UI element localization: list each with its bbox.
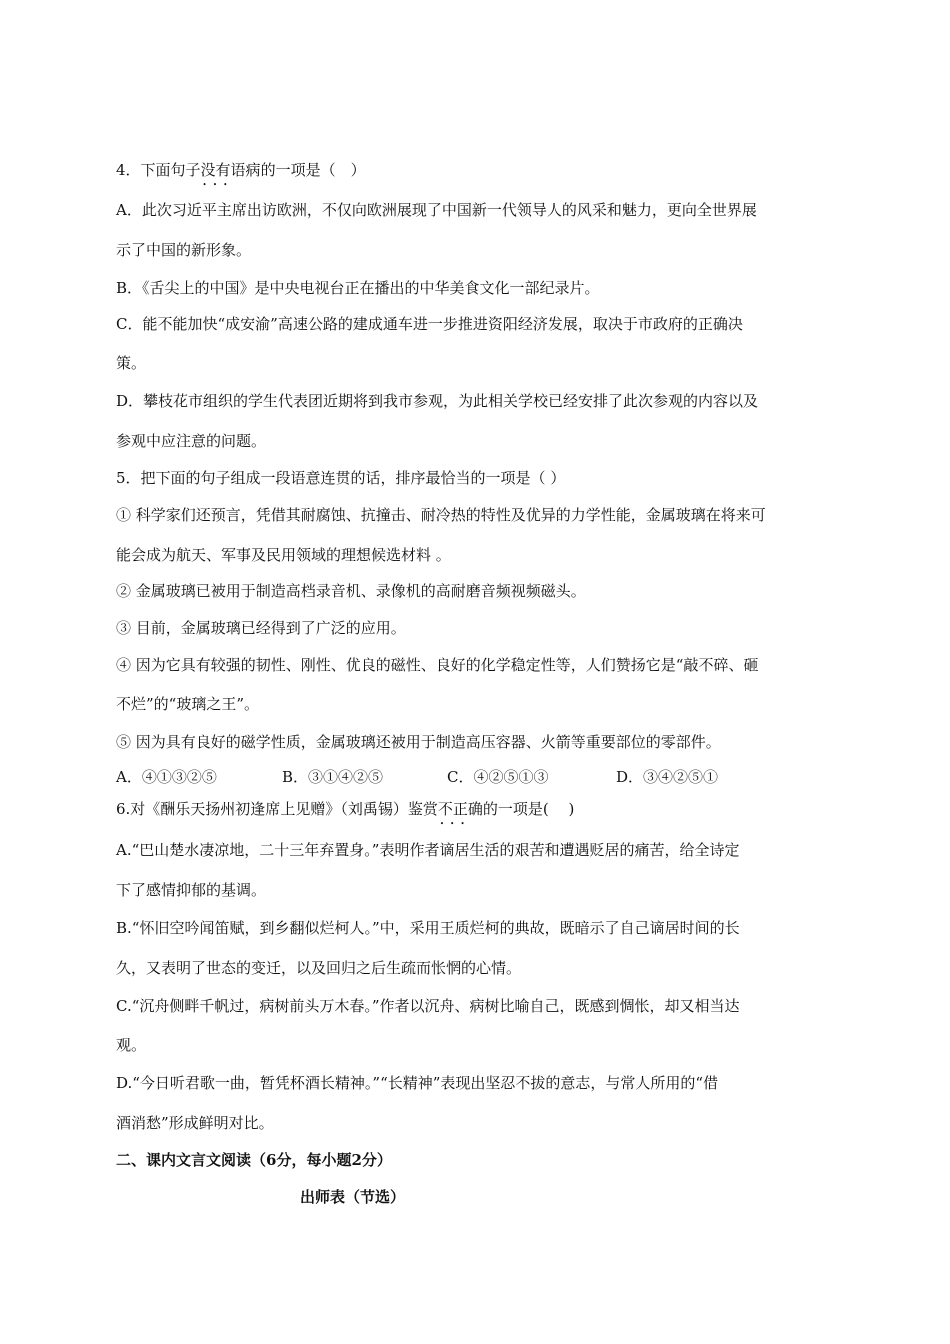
q5-sentence-2: ② 金属玻璃已被用于制造高档录音机、录像机的高耐磨音频视频磁头。 bbox=[116, 582, 586, 600]
q4-option-d-line2: 参观中应注意的问题。 bbox=[116, 432, 267, 450]
passage-title: 出师表（节选） bbox=[300, 1188, 406, 1206]
q6-option-a-line1: A.“巴山楚水凄凉地，二十三年弃置身。”表明作者谪居生活的艰苦和遭遇贬居的痛苦，给全诗定 bbox=[116, 841, 740, 859]
q6-stem-text: 6.对《酬乐天扬州初逢席上见赠》（刘禹锡）鉴赏 bbox=[116, 800, 438, 818]
q5-sentence-3: ③ 目前，金属玻璃已经得到了广泛的应用。 bbox=[116, 619, 406, 637]
q6-option-a-line2: 下了感情抑郁的基调。 bbox=[116, 881, 267, 899]
q4-stem-text-end: 的一项是（ ） bbox=[260, 161, 366, 179]
q4-stem bbox=[116, 160, 366, 180]
q6-stem-emphasis: 不正确 • • • bbox=[438, 800, 483, 818]
q4-stem-emphasis: 没有语病 • • • bbox=[201, 161, 261, 179]
q6-option-b-line1: B.“怀旧空吟闻笛赋，到乡翻似烂柯人。”中，采用王质烂柯的典故，既暗示了自己谪居时间的长 bbox=[116, 919, 740, 937]
q6-stem-text-end: 的一项是( ) bbox=[482, 800, 575, 818]
q4-option-a-line1: A．此次习近平主席出访欧洲，不仅向欧洲展现了中国新一代领导人的风采和魅力，更向全世界展 bbox=[116, 201, 757, 219]
q6-option-d-line2: 酒消愁”形成鲜明对比。 bbox=[116, 1114, 274, 1132]
q5-sentence-4-line2: 不烂”的“玻璃之王”。 bbox=[116, 695, 260, 713]
q5-option-c: C．④②⑤①③ bbox=[447, 768, 549, 786]
q5-stem: 5．把下面的句子组成一段语意连贯的话，排序最恰当的一项是（ ） bbox=[116, 469, 566, 487]
q4-option-a-line2: 示了中国的新形象。 bbox=[116, 241, 252, 259]
q6-option-d-line1: D.“今日听君歌一曲，暂凭杯酒长精神。”“长精神”表现出坚忍不拔的意志，与常人所用的“借 bbox=[116, 1074, 719, 1092]
q5-options bbox=[116, 767, 840, 787]
q6-option-c-line1: C.“沉舟侧畔千帆过，病树前头万木春。”作者以沉舟、病树比喻自己，既感到惆怅，却又相当达 bbox=[116, 997, 740, 1015]
q5-sentence-5: ⑤ 因为具有良好的磁学性质，金属玻璃还被用于制造高压容器、火箭等重要部位的零部件。 bbox=[116, 733, 721, 751]
q5-sentence-4-line1: ④ 因为它具有较强的韧性、刚性、优良的磁性、良好的化学稳定性等，人们赞扬它是“敲不碎、砸 bbox=[116, 656, 759, 674]
q5-option-a: A．④①③②⑤ bbox=[116, 768, 217, 786]
section2-heading: 二、课内文言文阅读（6分，每小题2分） bbox=[116, 1151, 392, 1169]
q4-stem-text: 4．下面句子 bbox=[116, 161, 201, 179]
q4-option-b: B．《舌尖上的中国》是中央电视台正在播出的中华美食文化一部纪录片。 bbox=[116, 279, 600, 297]
q6-option-c-line2: 观。 bbox=[116, 1036, 147, 1054]
q5-sentence-1-line2: 能会成为航天、军事及民用领域的理想候选材料 。 bbox=[116, 546, 451, 564]
q6-stem bbox=[116, 799, 574, 819]
q4-option-c-line2: 策。 bbox=[116, 354, 147, 372]
q4-option-d-line1: D．攀枝花市组织的学生代表团近期将到我市参观，为此相关学校已经安排了此次参观的内容以及 bbox=[116, 392, 759, 410]
q5-sentence-1-line1: ① 科学家们还预言，凭借其耐腐蚀、抗撞击、耐冷热的特性及优异的力学性能，金属玻璃在将来可 bbox=[116, 506, 766, 524]
q6-option-b-line2: 久，又表明了世态的变迁，以及回归之后生疏而怅惘的心情。 bbox=[116, 959, 522, 977]
q5-option-d: D．③④②⑤① bbox=[616, 768, 719, 786]
q4-option-c-line1: C．能不能加快“成安渝”高速公路的建成通车进一步推进资阳经济发展，取决于市政府的正确决 bbox=[116, 315, 743, 333]
q5-option-b: B．③①④②⑤ bbox=[282, 768, 384, 786]
